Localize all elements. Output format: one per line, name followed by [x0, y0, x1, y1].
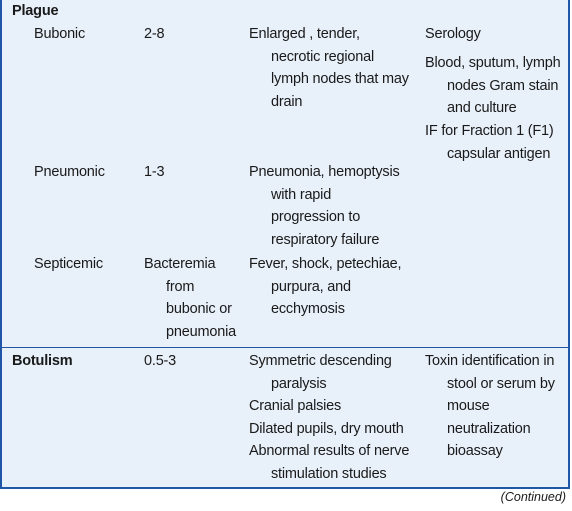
botulism-signs-line: Abnormal results of nerve — [249, 443, 410, 459]
bubonic-signs-line: drain — [271, 93, 303, 110]
culture-line: Blood, sputum, lymph — [425, 55, 561, 71]
if-line: capsular antigen — [447, 145, 551, 162]
botulism-signs-line: Dilated pupils, dry mouth — [249, 420, 404, 437]
bubonic-signs-line: necrotic regional — [271, 48, 374, 65]
septicemic-incubation-line: from — [166, 278, 195, 295]
bubonic-incubation: 2-8 — [144, 26, 165, 42]
bubonic-signs — [249, 23, 409, 113]
botulism-signs-line: Symmetric descending — [249, 353, 392, 369]
botulism-diagnosis-line: stool or serum by — [447, 375, 555, 392]
bubonic-name: Bubonic — [34, 26, 85, 42]
pneumonic-name: Pneumonic — [34, 164, 105, 180]
septicemic-incubation — [144, 253, 236, 343]
septicemic-signs — [249, 253, 401, 321]
bubonic-signs-line: Enlarged , tender, — [249, 26, 360, 42]
botulism-incubation: 0.5-3 — [144, 353, 177, 369]
botulism-signs-line: paralysis — [271, 375, 327, 392]
plague-diagnosis-if — [425, 120, 554, 165]
septicemic-incubation-line: bubonic or — [166, 301, 232, 317]
septicemic-incubation-line: Bacteremia — [144, 256, 216, 272]
pneumonic-incubation: 1-3 — [144, 164, 165, 180]
botulism-diagnosis-line: mouse — [447, 398, 490, 414]
bubonic-signs-line: lymph nodes that may — [271, 71, 409, 87]
botulism-title: Botulism — [12, 353, 73, 369]
botulism-signs-line: stimulation studies — [271, 465, 387, 482]
botulism-diagnosis-line: Toxin identification in — [425, 353, 555, 369]
pneumonic-signs-line: progression to — [271, 209, 361, 225]
culture-line: and culture — [447, 100, 517, 116]
septicemic-signs-line: purpura, and — [271, 278, 351, 295]
septicemic-signs-line: Fever, shock, petechiae, — [249, 256, 402, 272]
plague-diagnosis-serology: Serology — [425, 26, 481, 42]
plague-diagnosis-culture — [425, 52, 560, 120]
septicemic-signs-line: ecchymosis — [271, 301, 345, 317]
botulism-diagnosis-line: bioassay — [447, 443, 503, 459]
continued-label: (Continued) — [500, 490, 566, 504]
septicemic-name: Septicemic — [34, 256, 103, 272]
botulism-signs-line: Cranial palsies — [249, 398, 342, 414]
septicemic-incubation-line: pneumonia — [166, 323, 236, 340]
pneumonic-signs — [249, 161, 400, 251]
pneumonic-signs-line: with rapid — [271, 186, 332, 203]
botulism-diagnosis-line: neutralization — [447, 420, 531, 437]
plague-section — [2, 0, 568, 348]
pneumonic-signs-line: respiratory failure — [271, 231, 380, 248]
pneumonic-signs-line: Pneumonia, hemoptysis — [249, 164, 400, 180]
culture-line: nodes Gram stain — [447, 77, 559, 94]
plague-title: Plague — [12, 3, 59, 19]
botulism-diagnosis — [425, 350, 555, 463]
if-line: IF for Fraction 1 (F1) — [425, 123, 554, 139]
botulism-signs — [249, 350, 409, 485]
botulism-section — [2, 348, 568, 487]
